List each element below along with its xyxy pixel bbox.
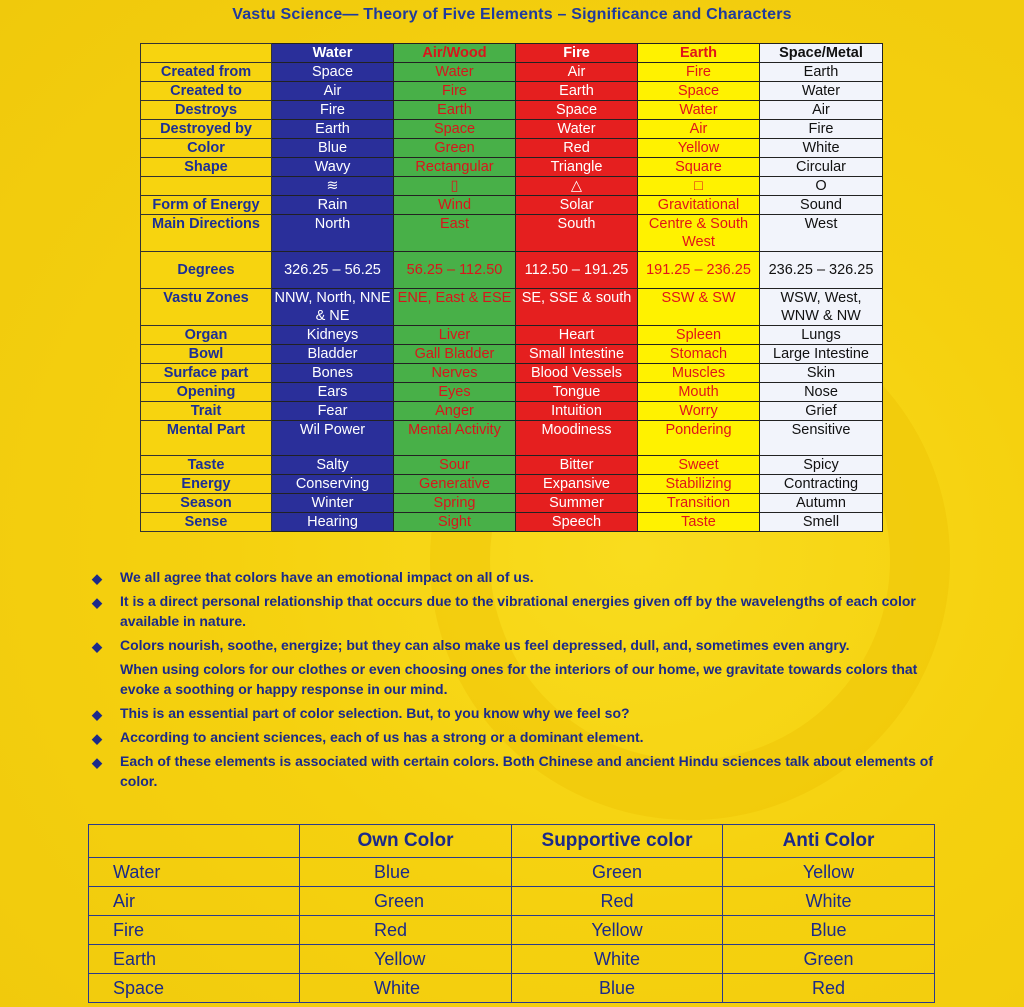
table-row [141,421,883,456]
anti-color-cell: Blue [723,916,935,945]
table-cell: Summer [516,494,638,513]
table-cell: Rectangular [394,158,516,177]
table-cell: Wil Power [272,421,394,456]
table-row [89,887,935,916]
diamond-bullet-icon: ◆ [92,731,102,746]
table-cell: Bladder [272,345,394,364]
table-cell: Space [516,101,638,120]
table-cell: Water [638,101,760,120]
table-cell: Square [638,158,760,177]
element-header-air-wood: Air/Wood [394,44,516,63]
table-row [141,158,883,177]
table-row [141,402,883,421]
row-label-opening: Opening [141,383,272,402]
header-cell: Supportive color [512,825,723,858]
table-cell: 112.50 – 191.25 [516,252,638,289]
table-cell: Stomach [638,345,760,364]
table-cell: Sensitive [760,421,883,456]
row-label-energy: Energy [141,475,272,494]
body-paragraph: When using colors for our clothes or even choosing ones for the interiors of our home, we gravitate towards colors that evoke a soothing or happy response in our mind. [120,661,918,697]
own-color-cell: Blue [300,858,512,887]
bullet-item: ◆ Colors nourish, soothe, energize; but they can also make us feel depressed, dull, and, sometimes even angry. [92,635,942,655]
element-header-fire: Fire [516,44,638,63]
table-cell: Earth [394,101,516,120]
table-cell: Spleen [638,326,760,345]
table-cell: Transition [638,494,760,513]
row-label-main-directions: Main Directions [141,215,272,252]
table-cell: Wind [394,196,516,215]
table-cell: West [760,215,883,252]
diamond-bullet-icon: ◆ [92,571,102,586]
table-cell: Water [760,82,883,101]
table-cell: Sound [760,196,883,215]
own-color-cell: Yellow [300,945,512,974]
diamond-bullet-icon: ◆ [92,755,102,770]
row-label-sense: Sense [141,513,272,532]
header-cell: Own Color [300,825,512,858]
table-row [89,974,935,1003]
table-cell: Nerves [394,364,516,383]
table-cell: Air [516,63,638,82]
table-row [141,383,883,402]
table-row [141,289,883,326]
table-row [141,513,883,532]
table-cell: Lungs [760,326,883,345]
table-cell: 236.25 – 326.25 [760,252,883,289]
table-cell: SSW & SW [638,289,760,326]
color-table-header [89,825,935,858]
row-label-surface-part: Surface part [141,364,272,383]
row-label-destroys: Destroys [141,101,272,120]
table-row [141,120,883,139]
table-cell: Earth [760,63,883,82]
row-label-vastu-zones: Vastu Zones [141,289,272,326]
table-cell: Green [394,139,516,158]
table-row [141,215,883,252]
table-row [141,252,883,289]
table-header-row [141,44,883,63]
table-cell: Pondering [638,421,760,456]
element-cell: Water [89,858,300,887]
table-row [141,82,883,101]
table-cell: North [272,215,394,252]
table-cell: Nose [760,383,883,402]
table-cell: Red [516,139,638,158]
anti-color-cell: Red [723,974,935,1003]
table-cell: Stabilizing [638,475,760,494]
table-cell: Kidneys [272,326,394,345]
table-row [141,475,883,494]
table-cell: Centre & South West [638,215,760,252]
table-cell: Sweet [638,456,760,475]
anti-color-cell: White [723,887,935,916]
own-color-cell: Green [300,887,512,916]
table-cell: Circular [760,158,883,177]
table-row [141,345,883,364]
elements-table [140,43,883,532]
row-label-shape: Shape [141,158,272,177]
table-cell: Small Intestine [516,345,638,364]
supportive-color-cell: Yellow [512,916,723,945]
diamond-bullet-icon: ◆ [92,639,102,654]
table-cell: Generative [394,475,516,494]
table-cell: Water [516,120,638,139]
table-row [141,139,883,158]
row-label-degrees: Degrees [141,252,272,289]
page-title: Vastu Science— Theory of Five Elements – Significance and Characters [232,6,792,23]
row-label-color: Color [141,139,272,158]
table-cell: Bones [272,364,394,383]
table-cell: Hearing [272,513,394,532]
table-cell: Intuition [516,402,638,421]
bullet-item: ◆ It is a direct personal relationship that occurs due to the vibrational energies given off by the wavelengths of each color available in nature. [92,593,916,629]
table-cell: Spicy [760,456,883,475]
table-cell: White [760,139,883,158]
table-cell: Sight [394,513,516,532]
table-cell: Conserving [272,475,394,494]
element-header-earth: Earth [638,44,760,63]
supportive-color-cell: Blue [512,974,723,1003]
table-cell: Contracting [760,475,883,494]
table-row [89,945,935,974]
row-label-season: Season [141,494,272,513]
bullet-item: ◆ We all agree that colors have an emotional impact on all of us. [92,567,942,587]
element-cell: Fire [89,916,300,945]
table-cell: Air [638,120,760,139]
table-cell: Blood Vessels [516,364,638,383]
table-cell: Smell [760,513,883,532]
table-cell: Blue [272,139,394,158]
table-cell: 326.25 – 56.25 [272,252,394,289]
table-cell: Autumn [760,494,883,513]
shape-symbol-icon: △ [516,177,638,196]
table-cell: Air [760,101,883,120]
table-cell: Mental Activity [394,421,516,456]
element-header-water: Water [272,44,394,63]
shape-symbol-icon: □ [638,177,760,196]
table-cell: Worry [638,402,760,421]
own-color-cell: Red [300,916,512,945]
anti-color-cell: Green [723,945,935,974]
table-cell: Tongue [516,383,638,402]
row-label-trait: Trait [141,402,272,421]
table-cell: Space [272,63,394,82]
table-cell: Taste [638,513,760,532]
table-cell: Liver [394,326,516,345]
bullet-item: ◆ According to ancient sciences, each of us has a strong or a dominant element. [92,727,942,747]
supportive-color-cell: Green [512,858,723,887]
table-row [141,364,883,383]
row-label-form-of-energy: Form of Energy [141,196,272,215]
table-cell: Gall Bladder [394,345,516,364]
table-row [141,494,883,513]
table-cell: Winter [272,494,394,513]
table-cell: Fire [394,82,516,101]
bullet-list [92,567,942,795]
table-cell: Yellow [638,139,760,158]
shape-symbol-icon: ▯ [394,177,516,196]
element-cell: Air [89,887,300,916]
row-label-organ: Organ [141,326,272,345]
table-cell: Moodiness [516,421,638,456]
color-association-table [88,824,935,1003]
table-row [141,326,883,345]
table-cell: Spring [394,494,516,513]
table-cell: Space [394,120,516,139]
table-cell: NNW, North, NNE & NE [272,289,394,326]
table-cell: Speech [516,513,638,532]
own-color-cell: White [300,974,512,1003]
table-cell: Mouth [638,383,760,402]
table-row [141,101,883,120]
element-header-space-metal: Space/Metal [760,44,883,63]
table-row [89,858,935,887]
table-cell: Air [272,82,394,101]
table-row [141,456,883,475]
table-row [141,196,883,215]
header-cell [89,825,300,858]
anti-color-cell: Yellow [723,858,935,887]
diamond-bullet-icon: ◆ [92,595,102,610]
table-cell: Salty [272,456,394,475]
table-cell: 191.25 – 236.25 [638,252,760,289]
row-label-bowl: Bowl [141,345,272,364]
diamond-bullet-icon: ◆ [92,707,102,722]
table-cell: Earth [516,82,638,101]
table-row [89,916,935,945]
table-cell: Sour [394,456,516,475]
corner-cell [141,44,272,63]
table-cell: Gravitational [638,196,760,215]
row-label-mental-part: Mental Part [141,421,272,456]
table-cell: Bitter [516,456,638,475]
table-cell: Heart [516,326,638,345]
table-cell: Eyes [394,383,516,402]
table-cell: Anger [394,402,516,421]
row-label-symbol [141,177,272,196]
row-label-destroyed-by: Destroyed by [141,120,272,139]
table-cell: Space [638,82,760,101]
element-cell: Earth [89,945,300,974]
table-cell: Earth [272,120,394,139]
table-cell: Fire [760,120,883,139]
table-row [141,177,883,196]
table-cell: South [516,215,638,252]
table-cell: Fire [638,63,760,82]
table-cell: Solar [516,196,638,215]
row-label-taste: Taste [141,456,272,475]
table-cell: Triangle [516,158,638,177]
table-cell: Large Intestine [760,345,883,364]
table-cell: SE, SSE & south [516,289,638,326]
table-cell: Skin [760,364,883,383]
bullet-item: ◆ This is an essential part of color selection. But, to you know why we feel so? [92,703,942,723]
supportive-color-cell: White [512,945,723,974]
row-label-created-from: Created from [141,63,272,82]
element-cell: Space [89,974,300,1003]
table-cell: Fire [272,101,394,120]
shape-symbol-icon: O [760,177,883,196]
row-label-created-to: Created to [141,82,272,101]
table-cell: East [394,215,516,252]
table-cell: ENE, East & ESE [394,289,516,326]
table-cell: Rain [272,196,394,215]
header-cell: Anti Color [723,825,935,858]
table-cell: 56.25 – 112.50 [394,252,516,289]
table-cell: WSW, West, WNW & NW [760,289,883,326]
table-row [141,63,883,82]
table-cell: Fear [272,402,394,421]
supportive-color-cell: Red [512,887,723,916]
shape-symbol-icon: ≋ [272,177,394,196]
table-cell: Wavy [272,158,394,177]
table-cell: Muscles [638,364,760,383]
table-cell: Expansive [516,475,638,494]
table-cell: Water [394,63,516,82]
table-cell: Grief [760,402,883,421]
bullet-item: ◆ Each of these elements is associated with certain colors. Both Chinese and ancient Hindu sciences talk about elements of color. [92,753,934,789]
table-cell: Ears [272,383,394,402]
